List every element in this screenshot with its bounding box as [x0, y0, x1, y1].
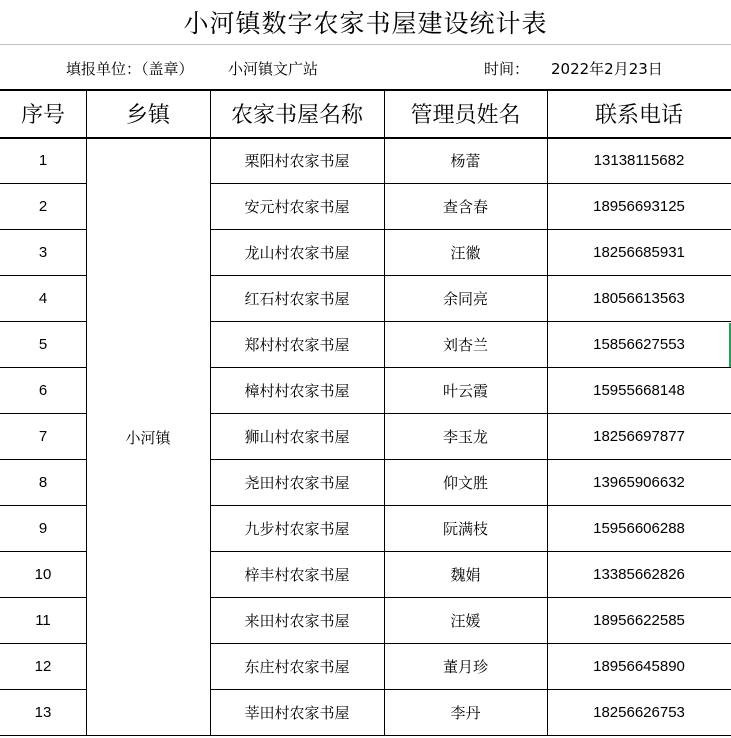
admin-name-cell[interactable]: 刘杏兰	[442, 336, 488, 354]
phone-cell[interactable]: 15956606288	[593, 520, 685, 537]
phone-cell[interactable]: 15856627553	[593, 336, 685, 353]
bookhouse-name-cell[interactable]: 莘田村农家书屋	[244, 704, 350, 722]
phone-cell[interactable]: 18956622585	[593, 612, 685, 629]
bookhouse-name-cell[interactable]: 龙山村农家书屋	[244, 244, 350, 262]
bookhouse-name-cell[interactable]: 栗阳村农家书屋	[244, 152, 350, 170]
row-index-cell[interactable]: 10	[34, 566, 52, 583]
phone-cell[interactable]: 18256697877	[593, 428, 685, 445]
admin-name-cell[interactable]: 仰文胜	[442, 474, 488, 492]
phone-cell[interactable]: 13138115682	[593, 152, 685, 169]
time-label: 时间：	[484, 60, 530, 78]
admin-name-cell[interactable]: 汪媛	[450, 612, 481, 630]
header-town[interactable]: 乡镇	[125, 103, 170, 128]
phone-cell[interactable]: 18956645890	[593, 658, 685, 675]
row-index-cell[interactable]: 1	[38, 152, 48, 169]
row-index-cell[interactable]: 13	[34, 704, 52, 721]
unit-value: 小河镇文广站	[228, 60, 319, 78]
sheet-title: 小河镇数字农家书屋建设统计表	[0, 0, 731, 45]
phone-cell[interactable]: 18956693125	[593, 198, 685, 215]
admin-name-cell[interactable]: 余同亮	[442, 290, 488, 308]
town-cell[interactable]: 小河镇	[125, 428, 171, 447]
admin-name-cell[interactable]: 叶云霞	[442, 382, 488, 400]
info-row	[0, 45, 731, 89]
admin-name-cell[interactable]: 杨蕾	[450, 152, 481, 170]
header-phone[interactable]: 联系电话	[594, 103, 683, 128]
bookhouse-name-cell[interactable]: 郑村村农家书屋	[244, 336, 350, 354]
row-index-cell[interactable]: 7	[38, 428, 48, 445]
row-index-cell[interactable]: 2	[38, 198, 48, 215]
phone-cell[interactable]: 15955668148	[593, 382, 685, 399]
header-bookhouse-name[interactable]: 农家书屋名称	[230, 103, 363, 128]
row-index-cell[interactable]: 9	[38, 520, 48, 537]
row-index-cell[interactable]: 4	[38, 290, 48, 307]
bookhouse-name-cell[interactable]: 红石村农家书屋	[244, 290, 350, 308]
bookhouse-name-cell[interactable]: 安元村农家书屋	[244, 198, 350, 216]
admin-name-cell[interactable]: 李丹	[450, 704, 481, 722]
bookhouse-name-cell[interactable]: 九步村农家书屋	[244, 520, 350, 538]
bookhouse-name-cell[interactable]: 樟村村农家书屋	[244, 382, 350, 400]
admin-name-cell[interactable]: 李玉龙	[442, 428, 488, 446]
bookhouse-name-cell[interactable]: 梓丰村农家书屋	[244, 566, 350, 584]
row-index-cell[interactable]: 11	[35, 612, 51, 629]
bookhouse-name-cell[interactable]: 尧田村农家书屋	[244, 474, 350, 492]
bookhouse-name-cell[interactable]: 来田村农家书屋	[244, 612, 350, 630]
phone-cell[interactable]: 18056613563	[593, 290, 685, 307]
bookhouse-name-cell[interactable]: 狮山村农家书屋	[244, 428, 350, 446]
unit-label: 填报单位：（盖章）	[66, 60, 194, 78]
row-index-cell[interactable]: 12	[34, 658, 52, 675]
phone-cell[interactable]: 18256626753	[593, 704, 685, 721]
phone-cell[interactable]: 18256685931	[593, 244, 685, 261]
phone-cell[interactable]: 13965906632	[593, 474, 685, 491]
admin-name-cell[interactable]: 魏娟	[450, 566, 481, 584]
row-index-cell[interactable]: 6	[38, 382, 48, 399]
row-index-cell[interactable]: 5	[38, 336, 48, 353]
time-value: 2022年2月23日	[551, 60, 663, 78]
row-index-cell[interactable]: 8	[38, 474, 48, 491]
header-admin-name[interactable]: 管理员姓名	[410, 103, 521, 128]
admin-name-cell[interactable]: 阮满枝	[442, 520, 488, 538]
header-index[interactable]: 序号	[20, 103, 65, 128]
phone-cell[interactable]: 13385662826	[593, 566, 685, 583]
bookhouse-name-cell[interactable]: 东庄村农家书屋	[244, 658, 350, 676]
admin-name-cell[interactable]: 董月珍	[442, 658, 488, 676]
row-index-cell[interactable]: 3	[38, 244, 48, 261]
admin-name-cell[interactable]: 查含春	[442, 198, 488, 216]
admin-name-cell[interactable]: 汪徽	[450, 244, 481, 262]
